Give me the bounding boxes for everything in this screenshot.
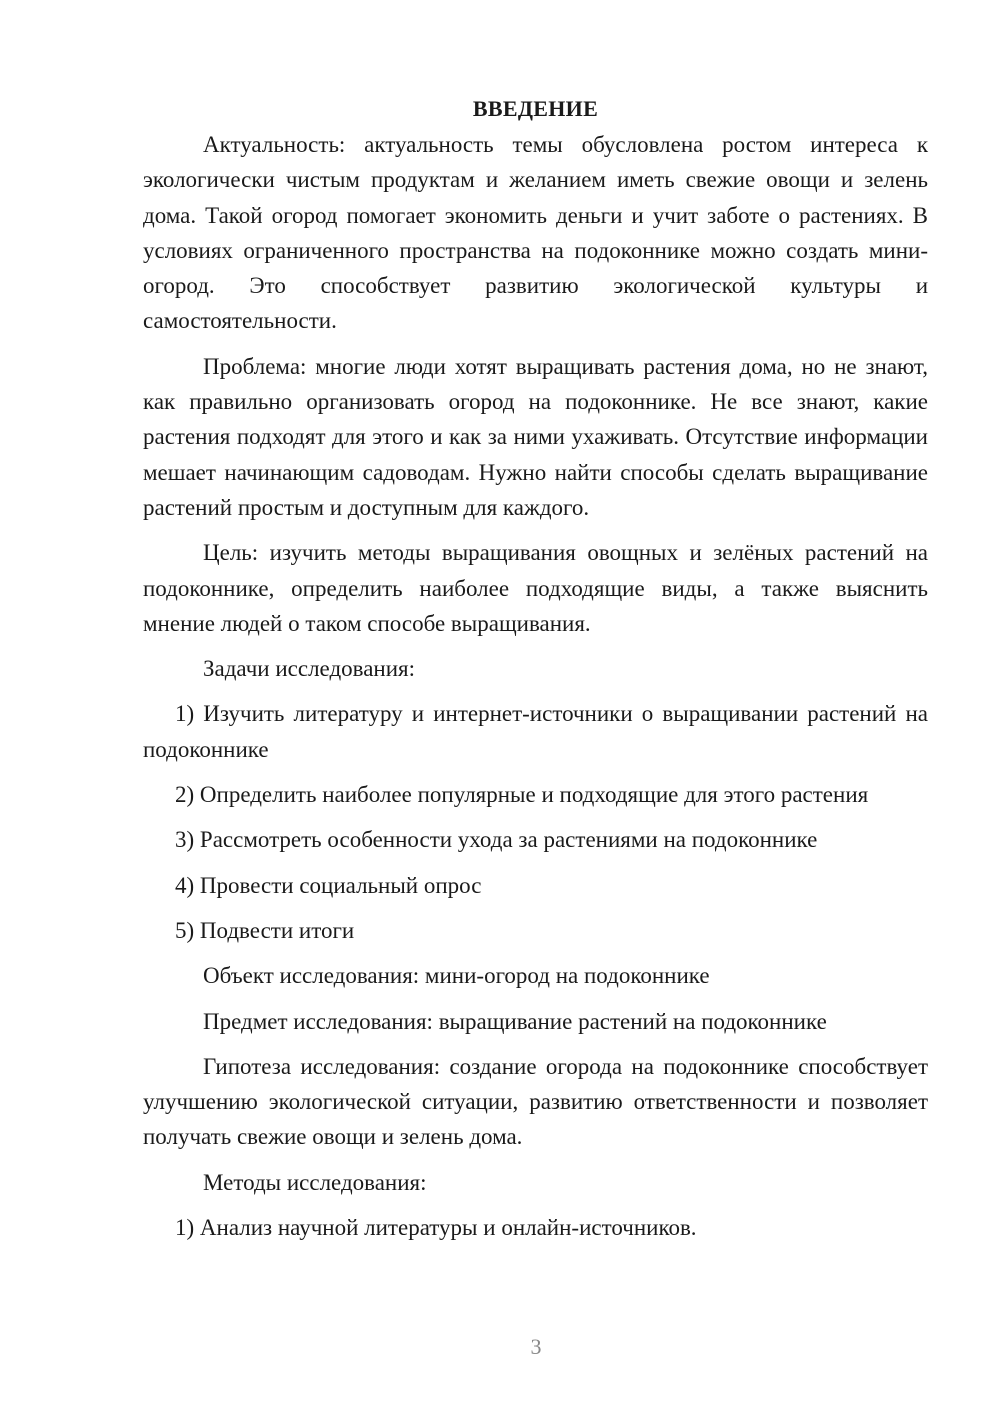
task-item: 5) Подвести итоги — [175, 917, 355, 943]
paragraph-problem: Проблема: многие люди хотят выращивать растения дома, но не знают, как правильно организовать огород на подоконнике. Не все знают, какие растения подходят для этого и как за ними ухаживать. Отсутствие информации мешает начинающим садоводам. Нужно найти способы сделать выращивание растений простым и доступным для каждого. — [143, 353, 928, 520]
task-item: 1) Изучить литературу и интернет-источники о выращивании растений на подоконнике — [143, 701, 928, 762]
tasks-heading: Задачи исследования: — [203, 656, 416, 682]
paragraph-goal: Цель: изучить методы выращивания овощных и зелёных растений на подоконнике, определить наиболее подходящие виды, а также выяснить мнение людей о таком способе выращивания. — [143, 540, 928, 636]
methods-heading: Методы исследования: — [203, 1169, 427, 1195]
task-item: 4) Провести социальный опрос — [175, 872, 482, 898]
page-content — [143, 91, 928, 1245]
task-item: 2) Определить наиболее популярные и подходящие для этого растения — [175, 782, 869, 808]
section-title: ВВЕДЕНИЕ — [472, 96, 599, 121]
method-item: 1) Анализ научной литературы и онлайн-источников. — [175, 1215, 697, 1241]
paragraph-object: Объект исследования: мини-огород на подоконнике — [203, 963, 710, 989]
page-number: 3 — [530, 1334, 542, 1359]
paragraph-relevance: Актуальность: актуальность темы обусловлена ростом интереса к экологически чистым продуктам и желанием иметь свежие овощи и зелень дома. Такой огород помогает экономить деньги и учит заботе о растениях. В условиях ограниченного пространства на подоконнике можно создать мини-огород. Это способствует развитию экологической культуры и самостоятельности. — [143, 132, 928, 334]
paragraph-subject: Предмет исследования: выращивание растений на подоконнике — [203, 1008, 827, 1034]
task-item: 3) Рассмотреть особенности ухода за растениями на подоконнике — [175, 827, 818, 853]
paragraph-hypothesis: Гипотеза исследования: создание огорода на подоконнике способствует улучшению экологической ситуации, развитию ответственности и позволяет получать свежие овощи и зелень дома. — [143, 1053, 928, 1150]
